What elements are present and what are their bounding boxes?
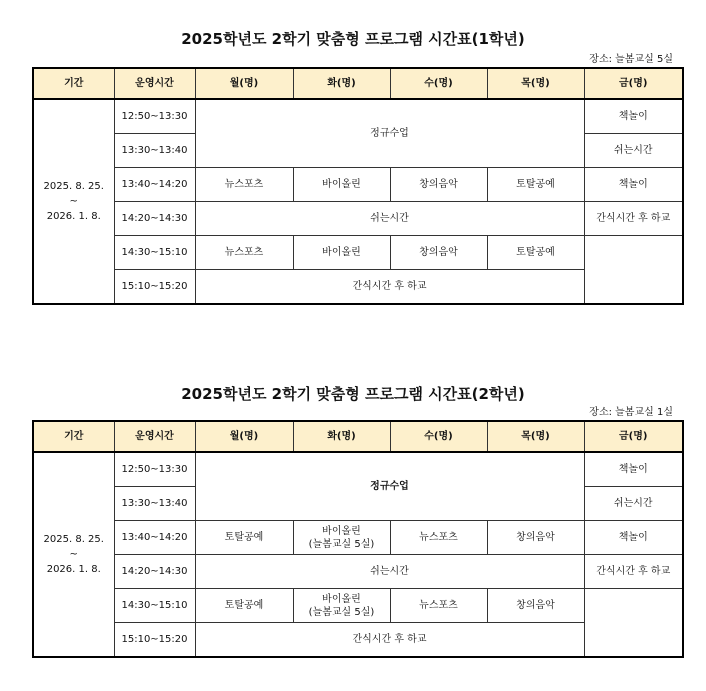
timetable-title-grade1: 2025학년도 2학기 맞춤형 프로그램 시간표(1학년) [181, 30, 525, 48]
location-label-grade2: 장소: 늘봄교실 1실 [589, 407, 673, 418]
program-cell-mon: 토탈공예 [195, 589, 293, 623]
program-room-text: 늘봄교실 5실 [312, 538, 371, 550]
program-cell-thu: 창의음악 [487, 589, 584, 623]
time-cell: 15:10~15:20 [114, 623, 195, 658]
program-cell-tue: 바이올린 [293, 236, 390, 270]
time-cell: 14:30~15:10 [114, 236, 195, 270]
program-room: (늘봄교실 5실) [308, 538, 375, 550]
program-name: 바이올린 [322, 525, 361, 537]
period-end: 2026. 1. 8. [46, 564, 101, 575]
period-cell [33, 99, 114, 304]
header-mon: 월(명) [195, 68, 293, 99]
friday-cell: 책놀이 [584, 452, 683, 487]
time-cell: 13:30~13:40 [114, 134, 195, 168]
program-cell-mon: 토탈공예 [195, 521, 293, 555]
table-row [33, 521, 683, 555]
friday-cell: 간식시간 후 하교 [584, 202, 683, 236]
header-fri: 금(명) [584, 68, 683, 99]
timetable-grade1 [32, 67, 684, 305]
table-row [33, 202, 683, 236]
regular-class-cell: 정규수업 [195, 452, 584, 521]
friday-cell: 책놀이 [584, 168, 683, 202]
table-row [33, 555, 683, 589]
time-cell: 12:50~13:30 [114, 99, 195, 134]
time-cell: 14:20~14:30 [114, 555, 195, 589]
program-cell-mon: 뉴스포츠 [195, 168, 293, 202]
friday-cell: 책놀이 [584, 521, 683, 555]
period-end: 2026. 1. 8. [46, 211, 101, 222]
period-sep: ~ [69, 196, 78, 207]
time-cell: 13:30~13:40 [114, 487, 195, 521]
program-cell-thu: 토탈공예 [487, 236, 584, 270]
table-row [33, 452, 683, 487]
dismissal-cell: 간식시간 후 하교 [195, 270, 584, 305]
program-cell-thu: 토탈공예 [487, 168, 584, 202]
friday-cell: 책놀이 [584, 99, 683, 134]
header-row [33, 68, 683, 99]
time-cell: 15:10~15:20 [114, 270, 195, 305]
header-time: 운영시간 [114, 68, 195, 99]
program-cell-wed: 창의음악 [390, 168, 487, 202]
program-cell-tue [293, 589, 390, 623]
header-thu: 목(명) [487, 68, 584, 99]
location-label-grade1: 장소: 늘봄교실 5실 [589, 54, 673, 65]
header-tue: 화(명) [293, 421, 390, 452]
header-period: 기간 [33, 421, 114, 452]
program-name: 바이올린 [322, 593, 361, 605]
break-cell: 쉬는시간 [195, 555, 584, 589]
program-room-text: 늘봄교실 5실 [312, 606, 371, 618]
friday-cell: 간식시간 후 하교 [584, 555, 683, 589]
header-tue: 화(명) [293, 68, 390, 99]
timetable-grade2 [32, 420, 684, 658]
break-cell: 쉬는시간 [195, 202, 584, 236]
time-cell: 13:40~14:20 [114, 521, 195, 555]
friday-cell: 쉬는시간 [584, 487, 683, 521]
program-cell-tue [293, 521, 390, 555]
header-thu: 목(명) [487, 421, 584, 452]
header-period: 기간 [33, 68, 114, 99]
period-cell [33, 452, 114, 657]
time-cell: 14:30~15:10 [114, 589, 195, 623]
table-row [33, 99, 683, 134]
period-start: 2025. 8. 25. [43, 534, 104, 545]
table-row [33, 236, 683, 270]
friday-cell: 쉬는시간 [584, 134, 683, 168]
header-wed: 수(명) [390, 421, 487, 452]
time-cell: 13:40~14:20 [114, 168, 195, 202]
program-cell-wed: 뉴스포츠 [390, 521, 487, 555]
program-cell-mon: 뉴스포츠 [195, 236, 293, 270]
time-cell: 14:20~14:30 [114, 202, 195, 236]
program-cell-wed: 창의음악 [390, 236, 487, 270]
header-time: 운영시간 [114, 421, 195, 452]
timetable-title-grade2: 2025학년도 2학기 맞춤형 프로그램 시간표(2학년) [181, 385, 525, 403]
table-row [33, 589, 683, 623]
friday-empty-cell [584, 236, 683, 305]
header-row [33, 421, 683, 452]
table-row [33, 168, 683, 202]
header-wed: 수(명) [390, 68, 487, 99]
dismissal-cell: 간식시간 후 하교 [195, 623, 584, 658]
program-cell-wed: 뉴스포츠 [390, 589, 487, 623]
time-cell: 12:50~13:30 [114, 452, 195, 487]
period-start: 2025. 8. 25. [43, 181, 104, 192]
program-cell-tue: 바이올린 [293, 168, 390, 202]
friday-empty-cell [584, 589, 683, 658]
regular-class-cell: 정규수업 [195, 99, 584, 168]
program-room: (늘봄교실 5실) [308, 606, 375, 618]
header-fri: 금(명) [584, 421, 683, 452]
period-sep: ~ [69, 549, 78, 560]
program-cell-thu: 창의음악 [487, 521, 584, 555]
header-mon: 월(명) [195, 421, 293, 452]
